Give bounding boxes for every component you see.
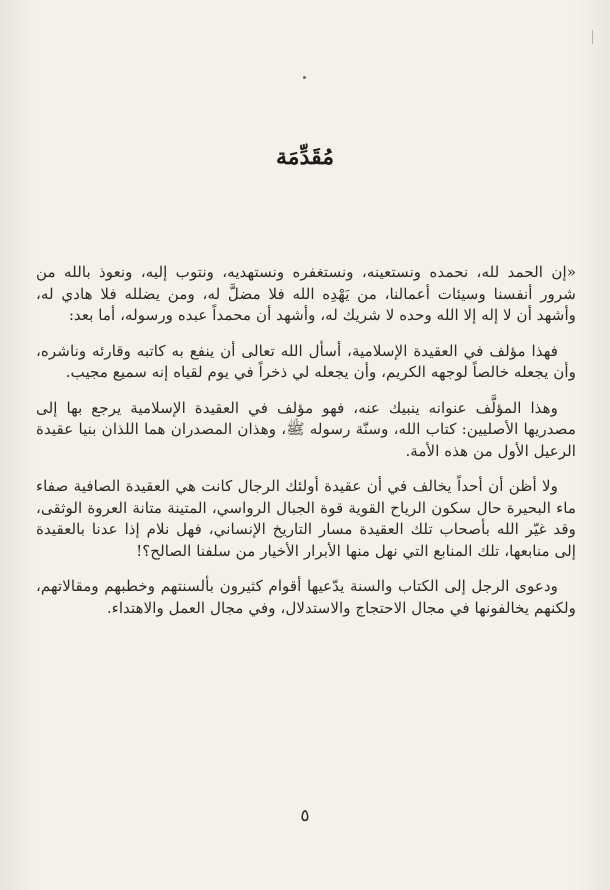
paragraph-3: وهذا المؤلَّف عنوانه ينبيك عنه، فهو مؤلف في العقيدة الإسلامية يرجع بها إلى مصدريها الأصليين: كتاب الله، وسنّة رسوله ﷺ، وهذان المصدران هما اللذان بنيا عقيدة الرعيل الأول من هذه الأمة. xyxy=(36,398,576,460)
page-number: ٥ xyxy=(300,806,310,826)
paragraph-1: «إن الحمد لله، نحمده ونستعينه، ونستغفره ونستهديه، ونتوب إليه، ونعوذ بالله من شرور أنفسنا وسيئات أعمالنا، من يَهْدِه الله فلا مضلَّ له، ومن يضلله فلا هادي له، وأشهد أن لا إله إلا الله وحده لا شريك له، وأشهد أن محمداً عبده ورسوله، أما بعد: xyxy=(36,263,576,324)
chapter-title: مُقَدِّمَة xyxy=(275,144,335,170)
paragraph-2: فهذا مؤلف في العقيدة الإسلامية، أسأل الله تعالى أن ينفع به كاتبه وقارئه وناشره، وأن يجعله خالصاً لوجهه الكريم، وأن يجعله لي ذخراً في يوم لقياه إنه سميع مجيب. xyxy=(36,341,576,381)
page-edge-mark xyxy=(592,30,593,44)
paragraph-5: ودعوى الرجل إلى الكتاب والسنة يدّعيها أقوام كثيرون بألسنتهم وخطبهم ومقالاتهم، ولكنهم يخالفونها في مجال الاحتجاج والاستدلال، وفي مجال العمل والاهتداء. xyxy=(36,577,576,617)
body-text xyxy=(36,262,576,633)
top-ornament-dot xyxy=(303,76,306,79)
paragraph-4: ولا أظن أن أحداً يخالف في أن عقيدة أولئك الرجال كانت هي العقيدة الصافية صفاء ماء البحيرة حال سكون الرياح القوية قوة الجبال الرواسي، المتينة متانة العروة الوثقى، وقد غيّر الله بأصحاب تلك العقيدة مسار التاريخ الإنساني، فهل نلام إذا عدنا بالعقيدة إلى منابعها، تلك المنابع التي نهل منها الأبرار الأخيار من سلفنا الصالح؟! xyxy=(36,477,576,560)
